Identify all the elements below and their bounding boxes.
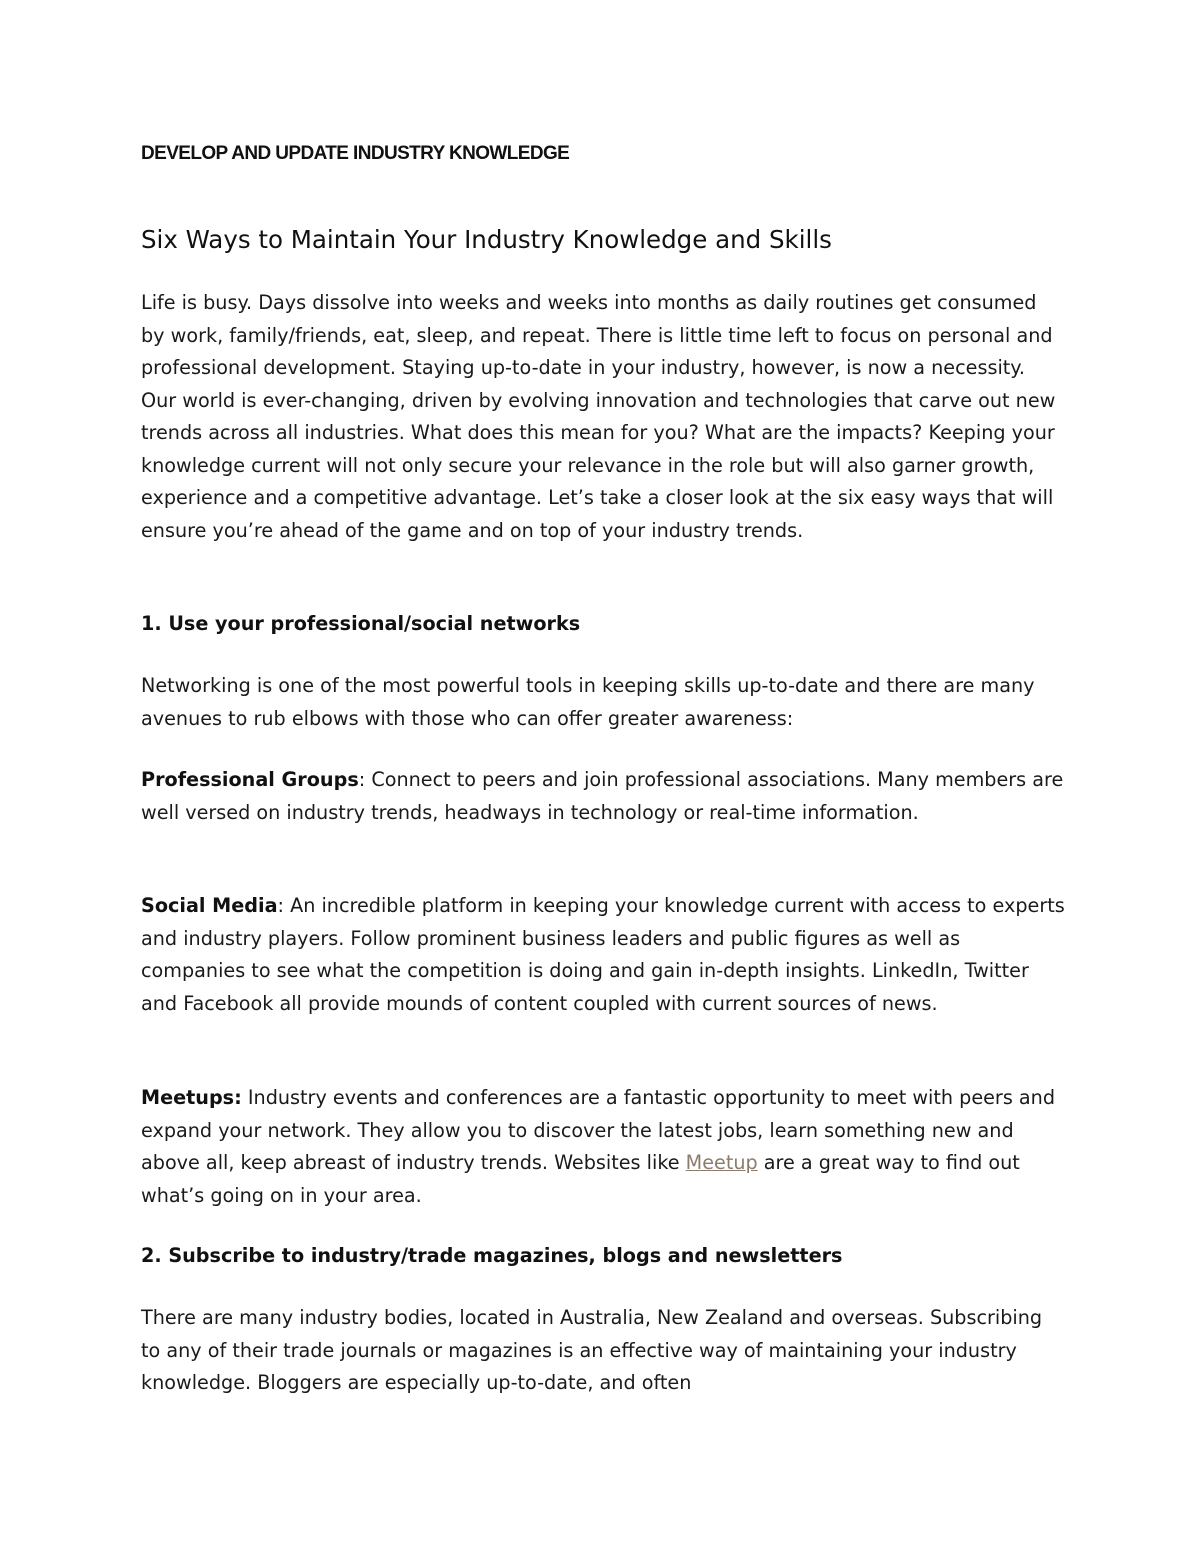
professional-groups-text: : Connect to peers and join professional associations. Many members are well versed on industry trends, headways in technology or real-time information. <box>141 768 1064 824</box>
meetups-paragraph <box>141 1082 1066 1212</box>
professional-groups-term: Professional Groups <box>141 768 359 791</box>
meetups-text: Industry events and conferences are a fantastic opportunity to meet with peers and expand your network. They allow you to discover the latest jobs, learn something new and above all, keep abreast of industry trends. Websites like <box>141 1086 1056 1174</box>
section-2-paragraph: There are many industry bodies, located in Australia, New Zealand and overseas. Subscribing to any of their trade journals or magazines is an effective way of maintaining your industry knowledge. Bloggers are especially up-to-date, and often <box>141 1306 1043 1394</box>
section-2-heading: 2. Subscribe to industry/trade magazines, blogs and newsletters <box>141 1244 843 1267</box>
section-1-intro: Networking is one of the most powerful tools in keeping skills up-to-date and there are many avenues to rub elbows with those who can offer greater awareness: <box>141 674 1035 730</box>
intro-paragraph: Life is busy. Days dissolve into weeks and weeks into months as daily routines get consumed by work, family/friends, eat, sleep, and repeat. There is little time left to focus on personal and professional development. Staying up-to-date in your industry, however, is now a necessity. Our world is ever-changing, driven by evolving innovation and technologies that carve out new trends across all industries. What does this mean for you? What are the impacts? Keeping your knowledge current will not only secure your relevance in the role but will also garner growth, experience and a competitive advantage. Let’s take a closer look at the six easy ways that will ensure you’re ahead of the game and on top of your industry trends. <box>141 291 1056 542</box>
meetups-term: Meetups: <box>141 1086 242 1109</box>
social-media-term: Social Media <box>141 894 278 917</box>
meetups-text-end: are a great way to find out what’s going on in your area. <box>141 1151 1020 1207</box>
meetup-link[interactable]: Meetup <box>685 1151 758 1174</box>
document-title: DEVELOP AND UPDATE INDUSTRY KNOWLEDGE <box>141 143 570 164</box>
social-media-paragraph <box>141 890 1066 1020</box>
section-1-heading: 1. Use your professional/social networks <box>141 612 581 635</box>
article-heading: Six Ways to Maintain Your Industry Knowledge and Skills <box>141 225 832 254</box>
social-media-text: : An incredible platform in keeping your knowledge current with access to experts and industry players. Follow prominent business leaders and public figures as well as companies to see what the competition is doing and gain in-depth insights. LinkedIn, Twitter and Facebook all provide mounds of content coupled with current sources of news. <box>141 894 1065 1015</box>
professional-groups-paragraph <box>141 764 1066 829</box>
